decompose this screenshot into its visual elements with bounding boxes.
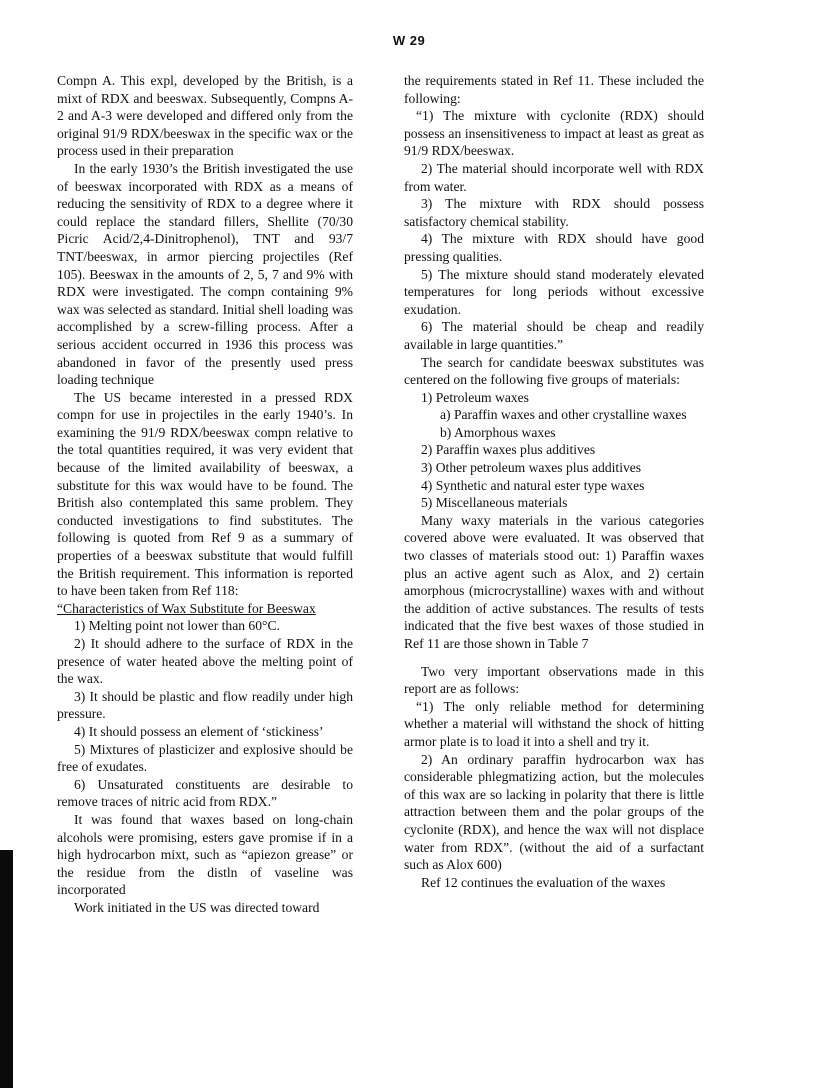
list-item: 5) Miscellaneous materials [421, 495, 568, 511]
list-item: 1) Petroleum waxes [421, 389, 529, 405]
page-number: W 29 [392, 33, 426, 48]
list-item: 5) Mixtures of plasticizer and explosive should be free of exudates. [57, 741, 353, 775]
list-item-text: a) Paraffin waxes and other crystalline waxes [440, 407, 687, 423]
paragraph-evaluation: Many waxy materials in the various categories covered above were evaluated. It was observed that two classes of materials stood out: 1) Paraffin waxes plus an active agent such as Alox, and 2) certain amorphous (microcrystalline) waxes with and without the addition of active substances. The results of tests indicated that the five best waxes of those studied in Ref 11 are those shown in Table 7 [404, 512, 704, 651]
list-item: 6) The material should be cheap and readily available in large quantities.” [404, 319, 704, 352]
right-column [404, 72, 704, 891]
list-item: 2) An ordinary paraffin hydrocarbon wax has considerable phlegmatizing action, but the molecules of this wax are so lacking in polarity that there is little attraction between them and the polar groups of the cyclonite (RDX), and hence the wax will not displace water from RDX”. (without the aid of a surfactant such as Alox 600) [404, 751, 704, 873]
list-item [404, 406, 704, 424]
list-item: 2) It should adhere to the surface of RDX in the presence of water heated above the melting point of the wax. [57, 636, 353, 687]
list-item: 3) Other petroleum waxes plus additives [421, 460, 642, 476]
list-item: b) Amorphous waxes [440, 424, 556, 440]
quote-heading: “Characteristics of Wax Substitute for Beeswax [57, 600, 316, 616]
list-item: 2) The material should incorporate well with RDX from water. [404, 160, 704, 194]
paragraph-us-interest: The US became interested in a pressed RDX compn for use in projectiles in the early 1940’s. In examining the 91/9 RDX/beeswax compn relative to the total quantities required, it was very evident that because of the limited availability of beeswax, a substitute for this wax would have to be found. The British also contemplated this same problem. They conducted investigations to find substitutes. The following is quoted from Ref 9 as a summary of properties of a beeswax substitute that would fulfill the British requirement. This information is reported to have been taken from Ref 118: [57, 389, 353, 599]
list-item: 4) Synthetic and natural ester type waxes [421, 477, 645, 493]
list-item: “1) The mixture with cyclonite (RDX) should possess an insensitiveness to impact at least as great as 91/9 RDX/beeswax. [404, 108, 704, 159]
list-item: 4) The mixture with RDX should have good pressing qualities. [404, 231, 704, 264]
list-item: 2) Paraffin waxes plus additives [421, 442, 596, 458]
paragraph-search: The search for candidate beeswax substitutes was centered on the following five groups of materials: [404, 354, 704, 388]
paragraph-requirements: the requirements stated in Ref 11. These included the following: [404, 73, 704, 106]
paragraph-compn-a: Compn A. This expl, developed by the British, is a mixt of RDX and beeswax. Subsequently, Compns A-2 and A-3 were developed and differed only from the original 91/9 RDX/beeswax in the specific wax or the process used in their preparation [57, 73, 353, 159]
paragraph-long-chain-alcohols: It was found that waxes based on long-chain alcohols were promising, esters gave promise if in a high hydrocarbon mixt, such as “apiezon grease” or the residue from the distln of vaseline was incorporated [57, 811, 353, 898]
list-item: 5) The mixture should stand moderately elevated temperatures for long periods without excessive exudation. [404, 266, 704, 317]
list-item: 4) It should possess an element of ‘stickiness’ [74, 723, 324, 739]
list-item: 3) The mixture with RDX should possess satisfactory chemical stability. [404, 196, 704, 229]
scan-edge-bar [0, 850, 13, 1088]
left-column [57, 72, 353, 917]
paragraph-ref-12: Ref 12 continues the evaluation of the waxes [421, 874, 666, 890]
list-item: 6) Unsaturated constituents are desirable to remove traces of nitric acid from RDX.” [57, 776, 353, 810]
list-item: “1) The only reliable method for determining whether a material will withstand the shock of hitting armor plate is to load it into a shell and try it. [404, 698, 704, 749]
paragraph-us-work: Work initiated in the US was directed toward [74, 899, 320, 915]
list-item: 3) It should be plastic and flow readily under high pressure. [57, 688, 353, 722]
paragraph-observations: Two very important observations made in this report are as follows: [404, 663, 704, 697]
paragraph-british-1930s: In the early 1930’s the British investigated the use of beeswax incorporated with RDX as a means of reducing the sensitivity of RDX to a degree where it could replace the standard fillers, Shellite (70/30 Picric Acid/2,4-Dinitrophenol), TNT and 93/7 TNT/beeswax, in armor piercing projectiles (Ref 105). Beeswax in the amounts of 2, 5, 7 and 9% with RDX were investigated. The compn containing 9% wax was selected as standard. Initial shell loading was accomplished by a screw-filling process. After a serious accident occurred in 1936 this process was abandoned in favor of the presently used press loading technique [57, 160, 353, 388]
list-item: 1) Melting point not lower than 60°C. [74, 618, 280, 634]
